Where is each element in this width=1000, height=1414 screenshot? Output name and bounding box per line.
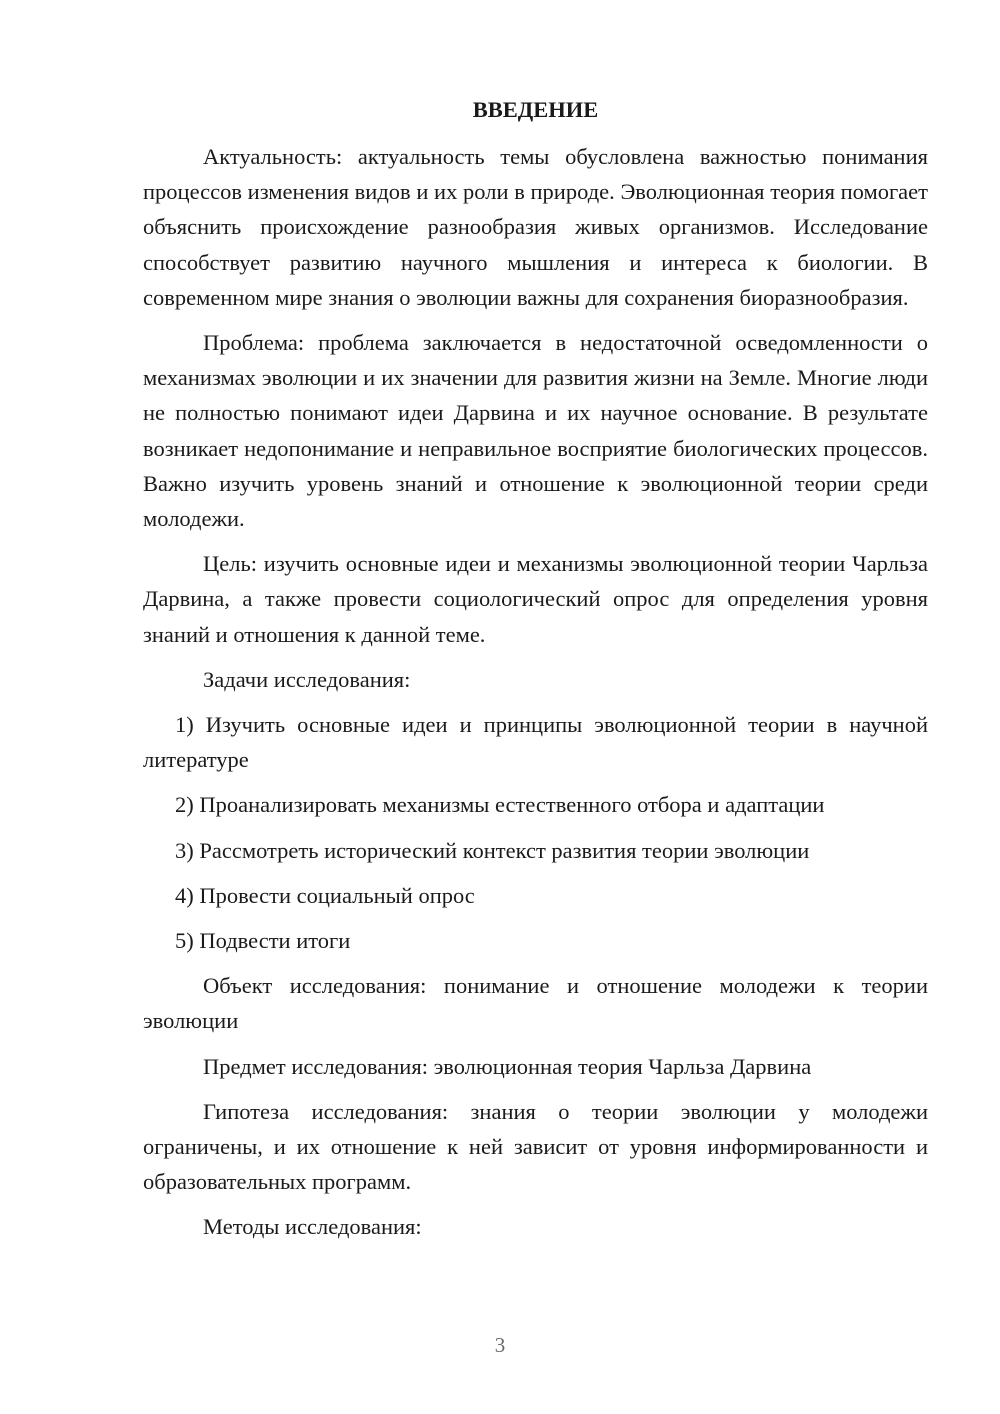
paragraph-goal: Цель: изучить основные идеи и механизмы эволюционной теории Чарльза Дарвина, а также провести социологический опрос для определения уровня знаний и отношения к данной теме. bbox=[143, 551, 928, 647]
page-number: 3 bbox=[494, 1333, 506, 1357]
paragraph-object: Объект исследования: понимание и отношение молодежи к теории эволюции bbox=[143, 973, 928, 1034]
paragraph-tasks-heading: Задачи исследования: bbox=[203, 666, 411, 692]
task-item-4: 4) Провести социальный опрос bbox=[175, 882, 475, 908]
task-item-3: 3) Рассмотреть исторический контекст развития теории эволюции bbox=[175, 837, 810, 863]
paragraph-methods: Методы исследования: bbox=[203, 1214, 422, 1240]
task-item-1: 1) Изучить основные идеи и принципы эволюционной теории в научной литературе bbox=[143, 712, 928, 773]
task-item-2: 2) Проанализировать механизмы естественного отбора и адаптации bbox=[175, 792, 825, 818]
paragraph-hypothesis: Гипотеза исследования: знания о теории эволюции у молодежи ограничены, и их отношение к ней зависит от уровня информированности и образовательных программ. bbox=[143, 1098, 928, 1195]
document-title: ВВЕДЕНИЕ bbox=[472, 97, 599, 122]
paragraph-relevance: Актуальность: актуальность темы обусловлена важностью понимания процессов изменения видов и их роли в природе. Эволюционная теория помогает объяснить происхождение разнообразия живых организмов. Исследование способствует развитию научного мышления и интереса к биологии. В современном мире знания о эволюции важны для сохранения биоразнообразия. bbox=[143, 144, 928, 310]
paragraph-problem: Проблема: проблема заключается в недостаточной осведомленности о механизмах эволюции и их значении для развития жизни на Земле. Многие люди не полностью понимают идеи Дарвина и их научное основание. В результате возникает недопонимание и неправильное восприятие биологических процессов. Важно изучить уровень знаний и отношение к эволюционной теории среди молодежи. bbox=[143, 330, 928, 532]
task-item-5: 5) Подвести итоги bbox=[175, 928, 351, 954]
document-page bbox=[143, 92, 928, 1255]
paragraph-subject: Предмет исследования: эволюционная теория Чарльза Дарвина bbox=[203, 1053, 812, 1079]
